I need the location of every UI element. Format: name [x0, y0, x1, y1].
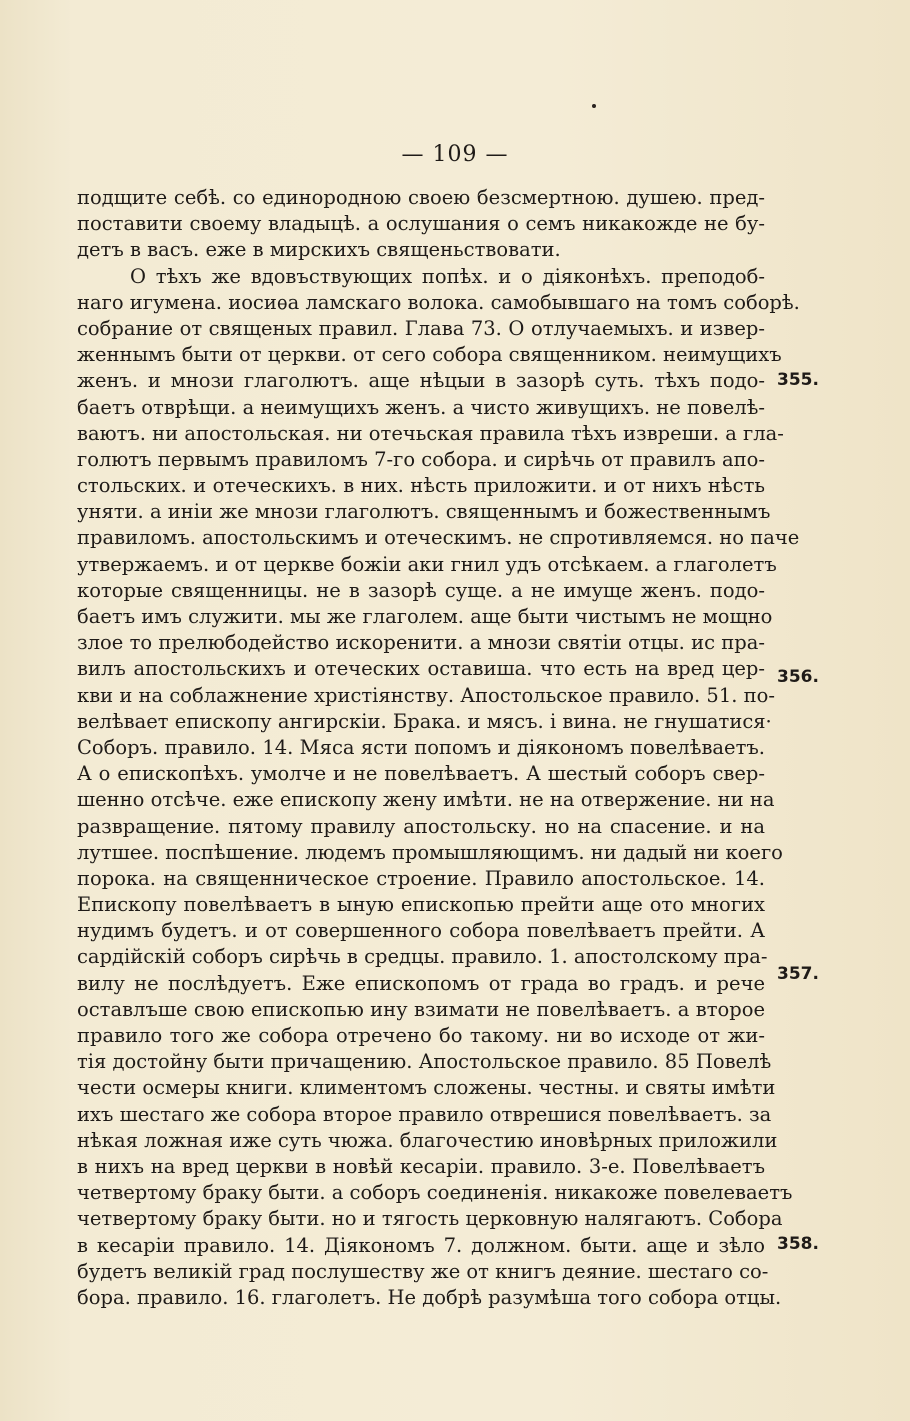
ink-dot — [592, 104, 596, 108]
text-line: подщите себѣ. со единородною своею безсмертною. душею. пред- — [77, 186, 765, 209]
text-line: четвертому браку быти. а соборъ соединенія. никакоже повелеваетъ — [77, 1181, 793, 1205]
text-line: правиломъ. апостольскимъ и отеческимъ. не спротивляемся. но паче — [77, 526, 800, 550]
text-line: женнымъ быти от церкви. от сего собора священником. неимущихъ — [77, 343, 782, 367]
text-line: лутшее. поспѣшение. людемъ промышляющимъ. ни дадый ни коего — [77, 840, 783, 864]
page-number: — 109 — — [401, 142, 509, 167]
text-line: в кесаріи правило. 14. Діякономъ 7. должном. быти. аще и зѣло — [77, 1233, 765, 1257]
margin-note: 355. — [777, 370, 819, 390]
text-line: стольских. и отеческихъ. в них. нѣсть приложити. и от нихъ нѣсть — [77, 474, 765, 498]
text-line: бора. правило. 16. глаголетъ. Не добрѣ разумѣша того собора отцы. — [77, 1285, 782, 1309]
text-line: Соборъ. правило. 14. Мяса ясти попомъ и діякономъ повелѣваетъ. — [77, 735, 765, 759]
text-line: которые священницы. не в зазорѣ суще. а не имуще женъ. подо- — [77, 578, 765, 602]
text-line: оставлъше свою епископью ину взимати не повелѣваетъ. а второе — [77, 997, 765, 1021]
text-line: ихъ шестаго же собора второе правило отврешися повелѣваетъ. за — [77, 1102, 772, 1126]
margin-note: 356. — [777, 667, 819, 687]
text-line: О тѣхъ же вдовъствующих попѣх. и о діяконѣхъ. преподоб- — [130, 264, 765, 288]
text-line: в нихъ на вред церкви в новѣй кесаріи. правило. 3-е. Повелѣваетъ — [77, 1154, 765, 1178]
margin-note: 358. — [777, 1234, 819, 1254]
text-line: сардійскій соборъ сирѣчь в средцы. правило. 1. апостолскому пра- — [77, 945, 768, 969]
text-line: вилъ апостольскихъ и отеческих оставиша. что есть на вред цер- — [77, 657, 765, 681]
text-line: детъ в васъ. еже в мирскихъ священьствовати. — [77, 238, 561, 262]
text-line: ваютъ. ни апостольская. ни отечьская правила тѣхъ извреши. а гла- — [77, 421, 784, 445]
text-line: развращение. пятому правилу апостольску. но на спасение. и на — [77, 814, 765, 838]
text-line: А о епископѣхъ. умолче и не повелѣваетъ. А шестый соборъ свер- — [77, 762, 765, 786]
text-line: собрание от священых правил. Глава 73. О отлучаемыхъ. и извер- — [77, 316, 765, 340]
text-line: тія достойну быти причащению. Апостольское правило. 85 Повелѣ — [77, 1050, 772, 1074]
text-line: нѣкая ложная иже суть чюжа. благочестию иновѣрных приложили — [77, 1128, 778, 1152]
text-line: голютъ первымъ правиломъ 7-го собора. и сирѣчь от правилъ апо- — [77, 447, 765, 471]
text-line: вилу не послѣдуетъ. Еже епископомъ от града во градъ. и рече — [77, 971, 765, 995]
text-line: четвертому браку быти. но и тягость церковную налягаютъ. Собора — [77, 1207, 783, 1231]
text-line: правило того же собора отречено бо такому. ни во исходе от жи- — [77, 1024, 765, 1047]
text-line: баетъ отврѣщи. а неимущихъ женъ. а чисто живущихъ. не повелѣ- — [77, 395, 765, 419]
margin-note: 357. — [777, 964, 819, 984]
text-line: будетъ великій град послушеству же от книгъ деяние. шестаго со- — [77, 1259, 769, 1283]
text-line: чести осмеры книги. климентомъ сложены. честны. и святы имѣти — [77, 1076, 776, 1100]
text-line: злое то прелюбодейство искоренити. а мнози святіи отцы. ис пра- — [77, 631, 765, 655]
text-line: женъ. и мнози глаголютъ. аще нѣцыи в зазорѣ суть. тѣхъ подо- — [77, 369, 765, 393]
text-line: шенно отсѣче. еже епископу жену имѣти. не на отвержение. ни на — [77, 788, 775, 812]
text-line: Епископу повелѣваетъ в ыную епископью прейти аще ото многих — [77, 893, 765, 917]
text-line: баетъ имъ служити. мы же глаголем. аще быти чистымъ не мощно — [77, 605, 773, 628]
text-line: кви и на соблажнение христіянству. Апостольское правило. 51. по- — [77, 683, 775, 707]
text-line: нудимъ будетъ. и от совершенного собора повелѣваетъ прейти. А — [77, 919, 765, 943]
text-line: поставити своему владыцѣ. а ослушания о семъ никакожде не бу- — [77, 212, 765, 236]
text-line: утвержаемъ. и от церкве божіи аки гнил удъ отсѣкаем. а глаголетъ — [77, 552, 777, 576]
text-line: велѣвает епископу ангирскіи. Брака. и мясъ. і вина. не гнушатися· — [77, 709, 772, 733]
text-line: наго игумена. иосиѳа ламскаго волока. самобывшаго на томъ соборѣ. — [77, 290, 800, 314]
text-line: уняти. а иніи же мнози глаголютъ. священнымъ и божественнымъ — [77, 500, 771, 524]
text-line: порока. на священническое строение. Правило апостольское. 14. — [77, 866, 765, 890]
